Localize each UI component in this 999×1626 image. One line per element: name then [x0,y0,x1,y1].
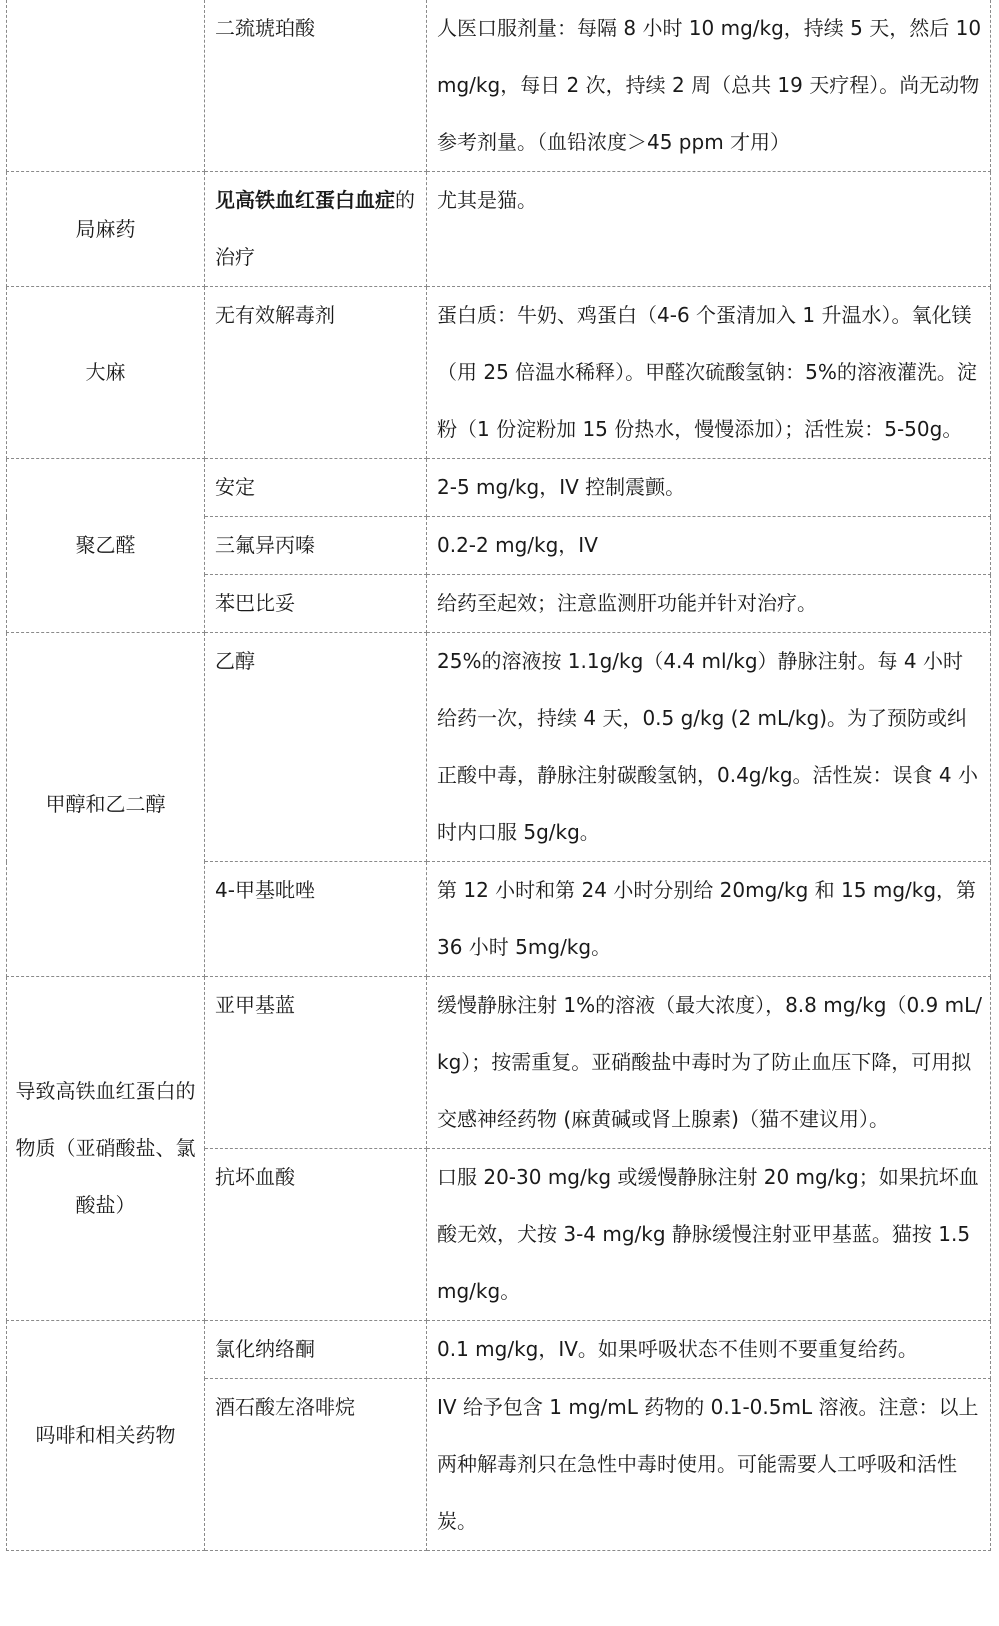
dosage-cell: 0.1 mg/kg，IV。如果呼吸状态不佳则不要重复给药。 [427,1321,991,1379]
table-row [7,1321,991,1379]
antidote-cell: 抗坏血酸 [205,1149,427,1321]
antidote-bold-text: 见高铁血红蛋白血症 [215,188,395,212]
antidote-cell: 亚甲基蓝 [205,977,427,1149]
table-row [7,977,991,1149]
substance-cell: 甲醇和乙二醇 [7,633,205,977]
substance-cell: 大麻 [7,287,205,459]
substance-cell: 聚乙醛 [7,459,205,633]
antidote-cell: 安定 [205,459,427,517]
antidote-cell [205,172,427,287]
substance-cell: 导致高铁血红蛋白的物质（亚硝酸盐、氯酸盐） [7,977,205,1321]
dosage-cell: 人医口服剂量：每隔 8 小时 10 mg/kg，持续 5 天，然后 10 mg/kg，每日 2 次，持续 2 周（总共 19 天疗程）。尚无动物参考剂量。（血铅浓度＞45 ppm 才用） [427,0,991,172]
table-row [7,459,991,517]
substance-cell: 局麻药 [7,172,205,287]
dosage-cell: IV 给予包含 1 mg/mL 药物的 0.1-0.5mL 溶液。注意：以上两种解毒剂只在急性中毒时使用。可能需要人工呼吸和活性炭。 [427,1379,991,1551]
dosage-cell: 给药至起效；注意监测肝功能并针对治疗。 [427,575,991,633]
table-row [7,0,991,172]
dosage-cell: 尤其是猫。 [427,172,991,287]
substance-cell [7,0,205,172]
dosage-cell: 第 12 小时和第 24 小时分别给 20mg/kg 和 15 mg/kg，第 36 小时 5mg/kg。 [427,862,991,977]
antidote-cell: 4-甲基吡唑 [205,862,427,977]
dosage-cell: 25%的溶液按 1.1g/kg（4.4 ml/kg）静脉注射。每 4 小时给药一次，持续 4 天，0.5 g/kg (2 mL/kg)。为了预防或纠正酸中毒，静脉注射碳酸氢钠，0.4g/kg。活性炭：误食 4 小时内口服 5g/kg。 [427,633,991,862]
antidote-cell: 酒石酸左洛啡烷 [205,1379,427,1551]
table-row [7,172,991,287]
antidote-cell: 氯化纳络酮 [205,1321,427,1379]
antidote-table [6,0,991,1551]
antidote-cell: 三氟异丙嗪 [205,517,427,575]
antidote-cell: 苯巴比妥 [205,575,427,633]
antidote-cell: 乙醇 [205,633,427,862]
antidote-cell: 无有效解毒剂 [205,287,427,459]
dosage-cell: 口服 20-30 mg/kg 或缓慢静脉注射 20 mg/kg；如果抗坏血酸无效，犬按 3-4 mg/kg 静脉缓慢注射亚甲基蓝。猫按 1.5 mg/kg。 [427,1149,991,1321]
dosage-cell: 2-5 mg/kg，IV 控制震颤。 [427,459,991,517]
antidote-cell: 二巯琥珀酸 [205,0,427,172]
table-row [7,287,991,459]
dosage-cell: 缓慢静脉注射 1%的溶液（最大浓度），8.8 mg/kg（0.9 mL/kg）；按需重复。亚硝酸盐中毒时为了防止血压下降，可用拟交感神经药物 (麻黄碱或肾上腺素)（猫不建议用）。 [427,977,991,1149]
dosage-cell: 0.2-2 mg/kg，IV [427,517,991,575]
dosage-cell: 蛋白质：牛奶、鸡蛋白（4-6 个蛋清加入 1 升温水）。氧化镁（用 25 倍温水稀释）。甲醛次硫酸氢钠：5%的溶液灌洗。淀粉（1 份淀粉加 15 份热水，慢慢添加）；活性炭：5-50g。 [427,287,991,459]
antidote-text: 的治疗 [215,188,415,269]
table-row [7,633,991,862]
substance-cell: 吗啡和相关药物 [7,1321,205,1551]
